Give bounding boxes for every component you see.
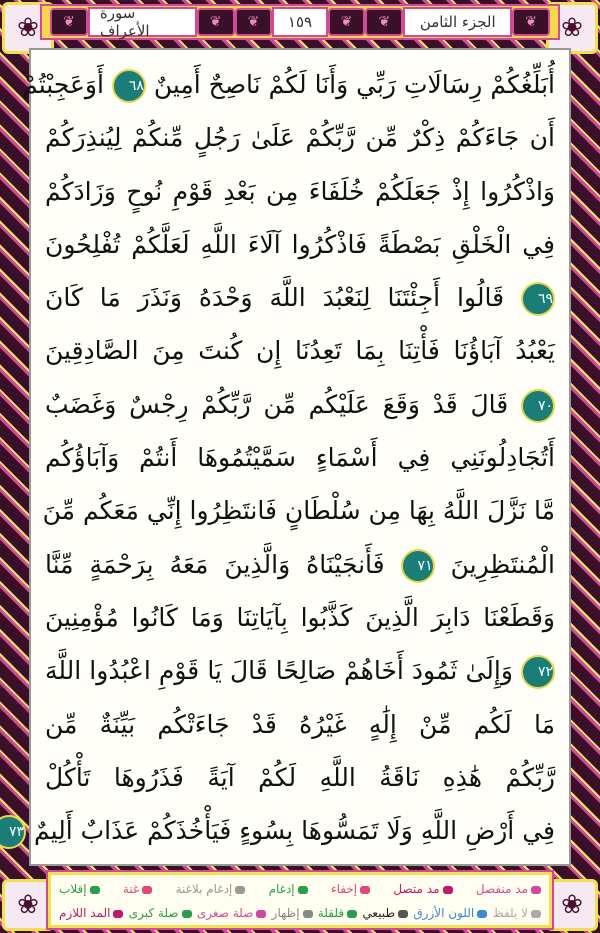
color-swatch-icon: [90, 886, 100, 894]
ayah-number-marker: ٧٣: [0, 815, 26, 849]
color-swatch-icon: [235, 886, 245, 894]
text-line: [45, 538, 555, 591]
legend-label: إدغام بلاغنة: [175, 882, 233, 896]
legend-item: [493, 901, 541, 925]
legend-item: [413, 901, 487, 925]
quran-page-text: [8, 48, 571, 866]
legend-item: [272, 901, 313, 925]
page-number: ١٥٩: [272, 7, 327, 37]
color-swatch-icon: [398, 910, 408, 918]
ayah-number-marker: ٧٠: [521, 389, 555, 423]
legend-label: المد اللازم: [59, 906, 111, 920]
legend-label: مد متصل: [393, 882, 440, 896]
text-line: [45, 431, 555, 484]
verse-text: أَوَعَجِبْتُمْ: [22, 70, 104, 99]
tajweed-legend: [48, 872, 552, 928]
color-swatch-icon: [113, 910, 123, 918]
verse-text: وَقَطَعْنَا دَابِرَ الَّذِينَ كَذَّبُوا بِآيَاتِنَا وَمَا كَانُوا مُؤْمِنِينَ: [45, 602, 555, 632]
page-header: [40, 4, 560, 40]
color-swatch-icon: [360, 886, 370, 894]
ayah-number-marker: ٦٨: [112, 69, 146, 103]
verse-text: وَإِلَىٰ ثَمُودَ أَخَاهُمْ صَالِحًا قَالَ يَا قَوْمِ اعْبُدُوا اللَّهَ: [45, 656, 513, 686]
corner-ornament-icon: ❀: [546, 2, 598, 54]
color-swatch-icon: [182, 910, 192, 918]
legend-item: [331, 877, 370, 901]
ornament-icon: ❦: [328, 8, 366, 36]
juz-name: الجزء الثامن: [403, 7, 512, 37]
text-line: [45, 218, 555, 271]
legend-item: [59, 877, 100, 901]
legend-item: [318, 901, 357, 925]
color-swatch-icon: [443, 886, 453, 894]
verse-text: فِي الْخَلْقِ بَصْطَةً فَاذْكُرُوا آلَاءَ اللَّهِ لَعَلَّكُمْ تُفْلِحُونَ: [45, 229, 555, 259]
legend-label: اللون الأزرق: [413, 906, 475, 920]
legend-item: [362, 901, 408, 925]
verse-text: أَن جَاءَكُمْ ذِكْرٌ مِّن رَّبِّكُمْ عَلَىٰ رَجُلٍ مِّنكُمْ لِيُنذِرَكُمْ: [45, 123, 555, 153]
legend-item: [59, 901, 123, 925]
text-line: [22, 58, 555, 111]
verse-text: مَّا نَزَّلَ اللَّهُ بِهَا مِن سُلْطَانٍ فَانتَظِرُوا إِنِّي مَعَكُم مِّنَ: [42, 496, 555, 526]
text-line: [45, 751, 555, 804]
verse-text: أُبَلِّغُكُمْ رِسَالَاتِ رَبِّي وَأَنَا لَكُمْ نَاصِحٌ أَمِينٌ: [153, 70, 555, 99]
surah-name: سورة الأعراف: [88, 7, 197, 37]
ornament-icon: ❦: [50, 8, 88, 36]
color-swatch-icon: [256, 910, 266, 918]
text-line: [42, 484, 555, 537]
ornament-icon: ❦: [235, 8, 273, 36]
text-line: [45, 378, 555, 431]
verse-text: فَأَنجَيْنَاهُ وَالَّذِينَ مَعَهُ بِرَحْمَةٍ مِّنَّا: [45, 549, 385, 579]
legend-item: [269, 877, 308, 901]
legend-item: [176, 877, 246, 901]
legend-label: طبيعي: [362, 906, 395, 920]
color-swatch-icon: [298, 886, 308, 894]
ornament-icon: ❦: [365, 8, 403, 36]
verse-text: أَتُجَادِلُونَنِي فِي أَسْمَاءٍ سَمَّيْتُمُوهَا أَنتُمْ وَآبَاؤُكُم: [45, 443, 555, 473]
ayah-number-marker: ٧١: [401, 549, 435, 583]
text-line: [45, 165, 555, 218]
corner-ornament-icon: ❀: [2, 879, 54, 931]
text-line: [8, 804, 555, 857]
text-line: [45, 591, 555, 644]
text-line: [45, 644, 555, 697]
color-swatch-icon: [303, 910, 313, 918]
legend-label: إقلاب: [59, 882, 87, 896]
legend-label: إظهار: [271, 906, 300, 920]
text-line: [45, 111, 555, 164]
corner-ornament-icon: ❀: [546, 879, 598, 931]
color-swatch-icon: [477, 910, 487, 918]
legend-item: [129, 901, 192, 925]
legend-item: [197, 901, 266, 925]
legend-label: غنة: [122, 882, 140, 896]
legend-label: إخفاء: [330, 882, 358, 896]
legend-label: مد منفصل: [475, 882, 528, 896]
ornament-icon: ❦: [512, 8, 550, 36]
verse-text: مَا لَكُم مِّنْ إِلَٰهٍ غَيْرُهُ قَدْ جَاءَتْكُم بَيِّنَةٌ مِّن: [45, 709, 555, 739]
legend-label: صلة كبرى: [128, 906, 179, 920]
legend-label: إدغام: [268, 882, 295, 896]
legend-label: لا يلفظ: [492, 906, 528, 920]
color-swatch-icon: [142, 886, 152, 894]
color-swatch-icon: [347, 910, 357, 918]
verse-text: قَالُوا أَجِئْتَنَا لِنَعْبُدَ اللَّهَ وَحْدَهُ وَنَذَرَ مَا كَانَ: [45, 283, 505, 313]
ayah-number-marker: ٦٩: [521, 282, 555, 316]
verse-text: رَّبِّكُمْ هَٰذِهِ نَاقَةُ اللَّهِ لَكُمْ آيَةً فَذَرُوهَا تَأْكُلْ: [45, 762, 555, 792]
verse-text: فِي أَرْضِ اللَّهِ وَلَا تَمَسُّوهَا بِسُوءٍ فَيَأْخُذَكُمْ عَذَابٌ أَلِيمٌ: [33, 816, 555, 846]
verse-text: يَعْبُدُ آبَاؤُنَا فَأْتِنَا بِمَا تَعِدُنَا إِن كُنتَ مِنَ الصَّادِقِينَ: [45, 336, 555, 366]
corner-ornament-icon: ❀: [2, 2, 54, 54]
text-line: [45, 324, 555, 377]
text-line: [45, 271, 555, 324]
ayah-number-marker: ٧٢: [521, 655, 555, 689]
legend-label: صلة صغرى: [196, 906, 254, 920]
color-swatch-icon: [531, 910, 541, 918]
legend-label: قلقلة: [317, 906, 345, 920]
legend-item: [123, 877, 152, 901]
ornament-icon: ❦: [197, 8, 235, 36]
color-swatch-icon: [531, 886, 541, 894]
verse-text: قَالَ قَدْ وَقَعَ عَلَيْكُم مِّن رَّبِّكُمْ رِجْسٌ وَغَضَبٌ: [45, 389, 509, 419]
verse-text: وَاذْكُرُوا إِذْ جَعَلَكُمْ خُلَفَاءَ مِن بَعْدِ قَوْمِ نُوحٍ وَزَادَكُمْ: [45, 176, 555, 206]
text-line: [45, 698, 555, 751]
legend-item: [476, 877, 541, 901]
verse-text: الْمُنتَظِرِينَ: [450, 549, 555, 579]
legend-item: [393, 877, 452, 901]
